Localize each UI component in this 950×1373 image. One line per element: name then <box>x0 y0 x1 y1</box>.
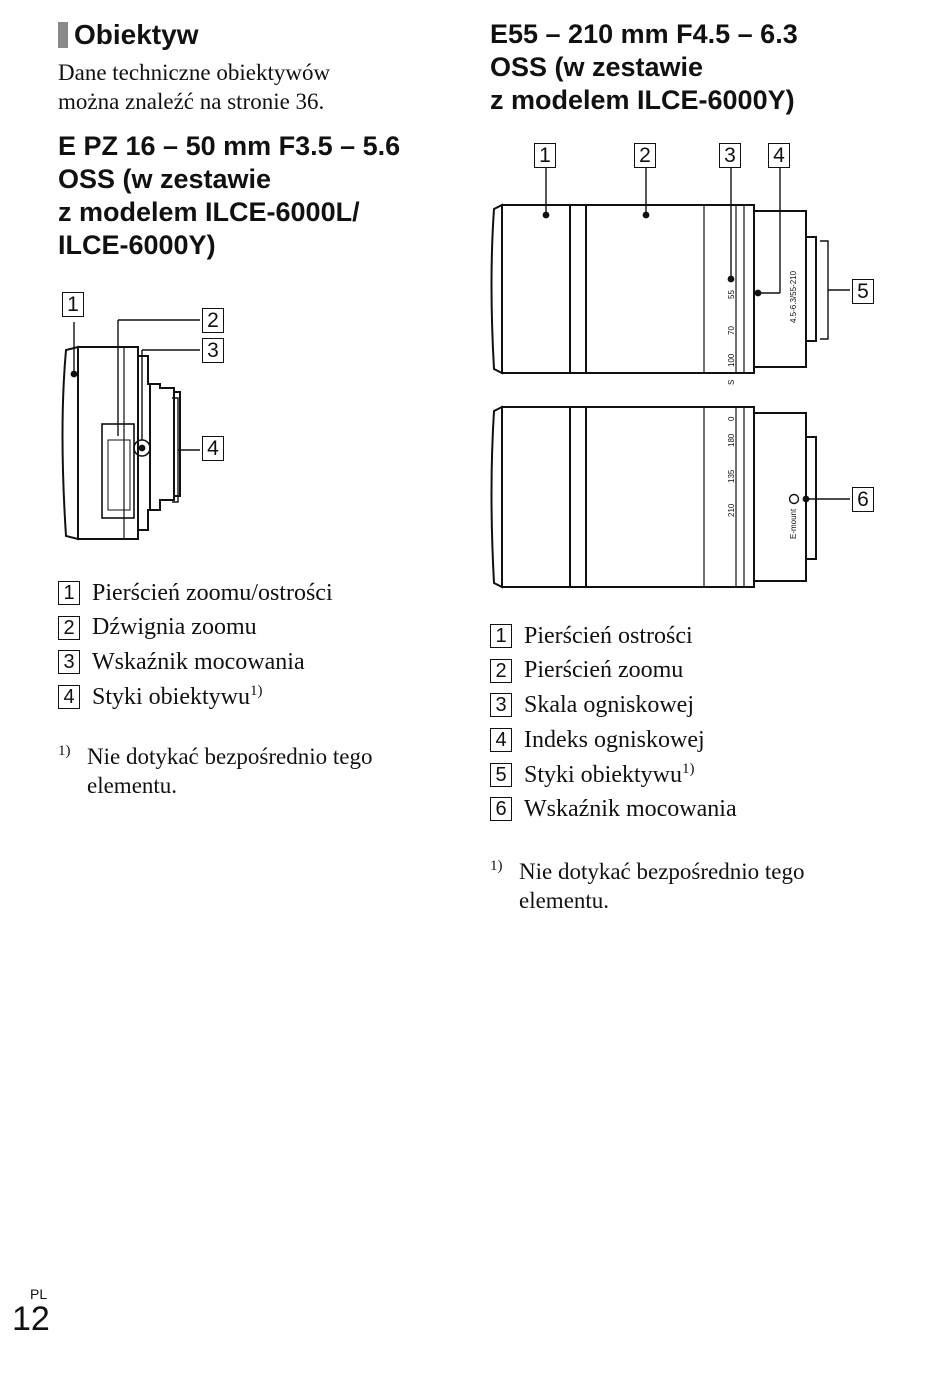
lens-16-50-diagram <box>58 288 438 558</box>
legend-item <box>58 680 448 715</box>
legend-text: Pierścień zoomu/ostrości <box>92 579 333 606</box>
footnote-text <box>519 857 805 915</box>
footnote-mark: 1) <box>490 857 503 874</box>
legend-text: Wskaźnik mocowania <box>92 648 305 675</box>
lens-55-210-diagram <box>490 141 910 601</box>
heading-bar-marker <box>58 22 68 48</box>
legend-item <box>58 611 448 646</box>
lens-55-210-drawing <box>490 141 910 601</box>
legend-item <box>490 619 910 654</box>
legend-text: Wskaźnik mocowania <box>524 795 737 822</box>
callout-3: 3 <box>202 338 224 363</box>
scale-label: 210 <box>727 503 736 517</box>
legend-number: 3 <box>490 693 512 717</box>
callout-2: 2 <box>634 143 656 168</box>
footnote-line: Nie dotykać bezpośrednio tego <box>519 858 805 884</box>
legend-text-wrap <box>92 683 263 711</box>
legend-text: Pierścień zoomu <box>524 657 684 684</box>
legend-item <box>490 757 910 792</box>
callout-5: 5 <box>852 279 874 304</box>
lens-16-50-legend <box>58 576 448 714</box>
legend-text: Dźwignia zoomu <box>92 614 257 641</box>
callout-6: 6 <box>852 487 874 512</box>
title-line: z modelem ILCE-6000Y) <box>490 85 795 115</box>
scale-label: 100 <box>727 353 736 367</box>
legend-text: Styki obiektywu <box>92 684 251 711</box>
scale-label: 180 <box>727 433 736 447</box>
callout-1: 1 <box>62 292 84 317</box>
scale-label: 70 <box>727 326 736 335</box>
legend-number: 2 <box>490 659 512 683</box>
footnote-mark: 1) <box>58 743 71 760</box>
legend-text: Pierścień ostrości <box>524 622 693 649</box>
title-line: E55 – 210 mm F4.5 – 6.3 <box>490 19 798 49</box>
legend-number: 2 <box>58 616 80 640</box>
legend-number: 5 <box>490 763 512 787</box>
callout-2: 2 <box>202 308 224 333</box>
page-footer <box>12 1286 50 1336</box>
scale-label: 0 <box>727 416 736 421</box>
scale-label: 55 <box>727 290 736 299</box>
lens-16-50-title <box>58 130 448 262</box>
scale-label: 135 <box>727 469 736 483</box>
legend-number: 1 <box>58 581 80 605</box>
left-column <box>58 18 448 800</box>
section-intro <box>58 58 448 116</box>
lens-55-210-legend <box>490 619 910 827</box>
title-line: E PZ 16 – 50 mm F3.5 – 5.6 <box>58 131 401 161</box>
callout-3: 3 <box>719 143 741 168</box>
barrel-spec-text: 4.5-6.3/55-210 <box>789 270 798 323</box>
legend-text-wrap <box>524 761 695 789</box>
right-column <box>490 18 910 915</box>
title-line: OSS (w zestawie <box>58 164 272 194</box>
legend-text: Skala ogniskowej <box>524 691 694 718</box>
footnote-text <box>87 742 373 800</box>
callout-4: 4 <box>768 143 790 168</box>
legend-number: 1 <box>490 624 512 648</box>
lens-55-210-title <box>490 18 910 117</box>
intro-line-1: Dane techniczne obiektywów <box>58 60 331 85</box>
footnote-ref: 1) <box>682 760 695 777</box>
footnote-line: Nie dotykać bezpośrednio tego <box>87 744 373 770</box>
legend-item <box>58 645 448 680</box>
callout-4: 4 <box>202 436 224 461</box>
legend-number: 4 <box>58 685 80 709</box>
footnote-ref: 1) <box>250 683 263 700</box>
lens-16-50-footnote <box>58 742 448 800</box>
legend-number: 3 <box>58 650 80 674</box>
legend-item <box>490 688 910 723</box>
page-number: 12 <box>12 1300 50 1338</box>
title-line: ILCE-6000Y) <box>58 230 216 260</box>
mount-text: E-mount <box>789 508 798 539</box>
lens-16-50-drawing <box>58 288 438 558</box>
legend-item <box>490 723 910 758</box>
intro-line-2: można znaleźć na stronie 36. <box>58 89 325 114</box>
callout-1: 1 <box>534 143 556 168</box>
legend-text: Styki obiektywu <box>524 761 683 788</box>
scale-label: S <box>727 379 736 385</box>
legend-text: Indeks ogniskowej <box>524 726 705 753</box>
footnote-line: elementu. <box>519 887 610 913</box>
legend-item <box>490 792 910 827</box>
legend-number: 4 <box>490 728 512 752</box>
footnote-line: elementu. <box>87 773 178 799</box>
title-line: z modelem ILCE-6000L/ <box>58 197 360 227</box>
page-language: PL <box>30 1286 48 1302</box>
legend-number: 6 <box>490 797 512 821</box>
section-heading <box>58 18 448 52</box>
lens-55-210-footnote <box>490 857 910 915</box>
legend-item <box>490 654 910 689</box>
legend-item <box>58 576 448 611</box>
section-title: Obiektyw <box>74 19 199 50</box>
title-line: OSS (w zestawie <box>490 52 704 82</box>
